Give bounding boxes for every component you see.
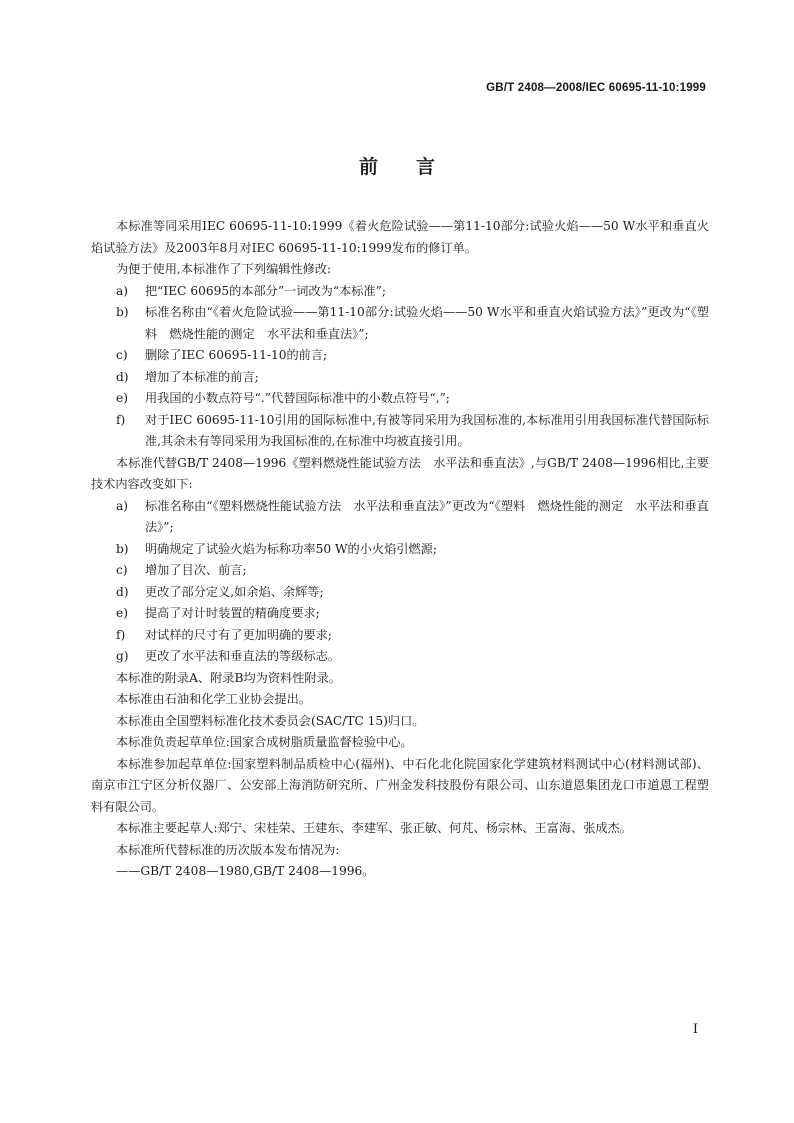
list-item-text: 标准名称由“《着火危险试验——第11-10部分:试验火焰——50 W水平和垂直火焰试验方法》”更改为“《塑料 燃烧性能的测定 水平法和垂直法》”; xyxy=(145,305,709,341)
list-item xyxy=(91,539,709,561)
page-title: 前言 xyxy=(358,156,473,178)
list-marker: f) xyxy=(116,627,126,642)
list-item xyxy=(91,625,709,647)
list-marker: c) xyxy=(116,563,128,577)
list-marker: e) xyxy=(116,391,128,405)
list-marker: b) xyxy=(116,541,129,556)
list-marker: e) xyxy=(116,606,128,620)
list-item-text: 对于IEC 60695-11-10引用的国际标准中,有被等同采用为我国标准的,本标准用引用我国标准代替国际标准,其余未有等同采用为我国标准的,在标准中均被直接引用。 xyxy=(145,412,709,448)
list-item xyxy=(91,603,709,625)
paragraph-history-versions: ——GB/T 2408—1980,GB/T 2408—1996。 xyxy=(116,864,375,878)
list-item xyxy=(91,281,709,303)
list-item-text: 增加了本标准的前言; xyxy=(145,369,259,384)
page-number: I xyxy=(692,1022,698,1037)
list-item xyxy=(91,345,709,367)
list-marker: d) xyxy=(116,584,129,599)
paragraph-annex: 本标准的附录A、附录B均为资料性附录。 xyxy=(116,670,341,685)
list-item xyxy=(91,646,709,668)
list-marker: a) xyxy=(116,283,129,298)
list-item xyxy=(91,582,709,604)
standard-number-header: GB/T 2408—2008/IEC 60695-11-10:1999 xyxy=(486,82,706,94)
list-item-text: 标准名称由“《塑料燃烧性能试验方法 水平法和垂直法》”更改为“《塑料 燃烧性能的测定 水平法和垂直法》”; xyxy=(145,498,709,534)
list-item xyxy=(91,560,709,582)
list-item-text: 更改了水平法和垂直法的等级标志。 xyxy=(145,649,340,663)
list-item xyxy=(91,367,709,389)
preface-body xyxy=(91,216,709,883)
paragraph-participating-drafters: 本标准参加起草单位:国家塑料制品质检中心(福州)、中石化北化院国家化学建筑材料测试中心(材料测试部)、南京市江宁区分析仪器厂、公安部上海消防研究所、广州金发科技股份有限公司、山东道恩集团龙口市道恩工程塑料有限公司。 xyxy=(91,756,709,814)
change-list xyxy=(91,496,709,668)
list-item xyxy=(91,302,709,345)
list-item xyxy=(91,496,709,539)
paragraph-adoption: 本标准等同采用IEC 60695-11-10:1999《着火危险试验——第11-10部分:试验火焰——50 W水平和垂直火焰试验方法》及2003年8月对IEC 60695-11-10:1999发布的修订单。 xyxy=(91,219,709,255)
paragraph-replacement: 本标准代替GB/T 2408—1996《塑料燃烧性能试验方法 水平法和垂直法》,与GB/T 2408—1996相比,主要技术内容改变如下: xyxy=(91,455,709,491)
list-item-text: 明确规定了试验火焰为标称功率50 W的小火焰引燃源; xyxy=(145,541,437,556)
paragraph-main-drafters: 本标准主要起草人:郑宁、宋桂荣、王建东、李建军、张正敏、何芃、杨宗林、王富海、张成杰。 xyxy=(116,821,632,835)
list-item-text: 更改了部分定义,如余焰、余辉等; xyxy=(145,584,324,599)
paragraph-committee: 本标准由全国塑料标准化技术委员会(SAC/TC 15)归口。 xyxy=(116,713,425,728)
list-item xyxy=(91,410,709,453)
list-marker: f) xyxy=(116,412,126,427)
list-item-text: 把“IEC 60695的本部分”一词改为“本标准”; xyxy=(145,283,386,298)
list-item-text: 提高了对计时装置的精确度要求; xyxy=(145,606,320,620)
list-item-text: 对试样的尺寸有了更加明确的要求; xyxy=(145,627,332,642)
list-marker: d) xyxy=(116,369,129,384)
paragraph-history-intro: 本标准所代替标准的历次版本发布情况为: xyxy=(116,842,340,857)
list-marker: g) xyxy=(116,649,129,663)
paragraph-proposer: 本标准由石油和化学工业协会提出。 xyxy=(116,692,311,706)
paragraph-edit-intro: 为便于使用,本标准作了下列编辑性修改: xyxy=(116,262,332,276)
list-item xyxy=(91,388,709,410)
list-item-text: 用我国的小数点符号“.”代替国际标准中的小数点符号“,”; xyxy=(145,391,450,405)
edit-list xyxy=(91,281,709,453)
list-marker: b) xyxy=(116,305,129,319)
list-item-text: 删除了IEC 60695-11-10的前言; xyxy=(145,348,328,362)
list-marker: c) xyxy=(116,348,128,362)
list-marker: a) xyxy=(116,498,129,513)
list-item-text: 增加了目次、前言; xyxy=(145,563,247,577)
paragraph-lead-drafter: 本标准负责起草单位:国家合成树脂质量监督检验中心。 xyxy=(116,735,413,749)
